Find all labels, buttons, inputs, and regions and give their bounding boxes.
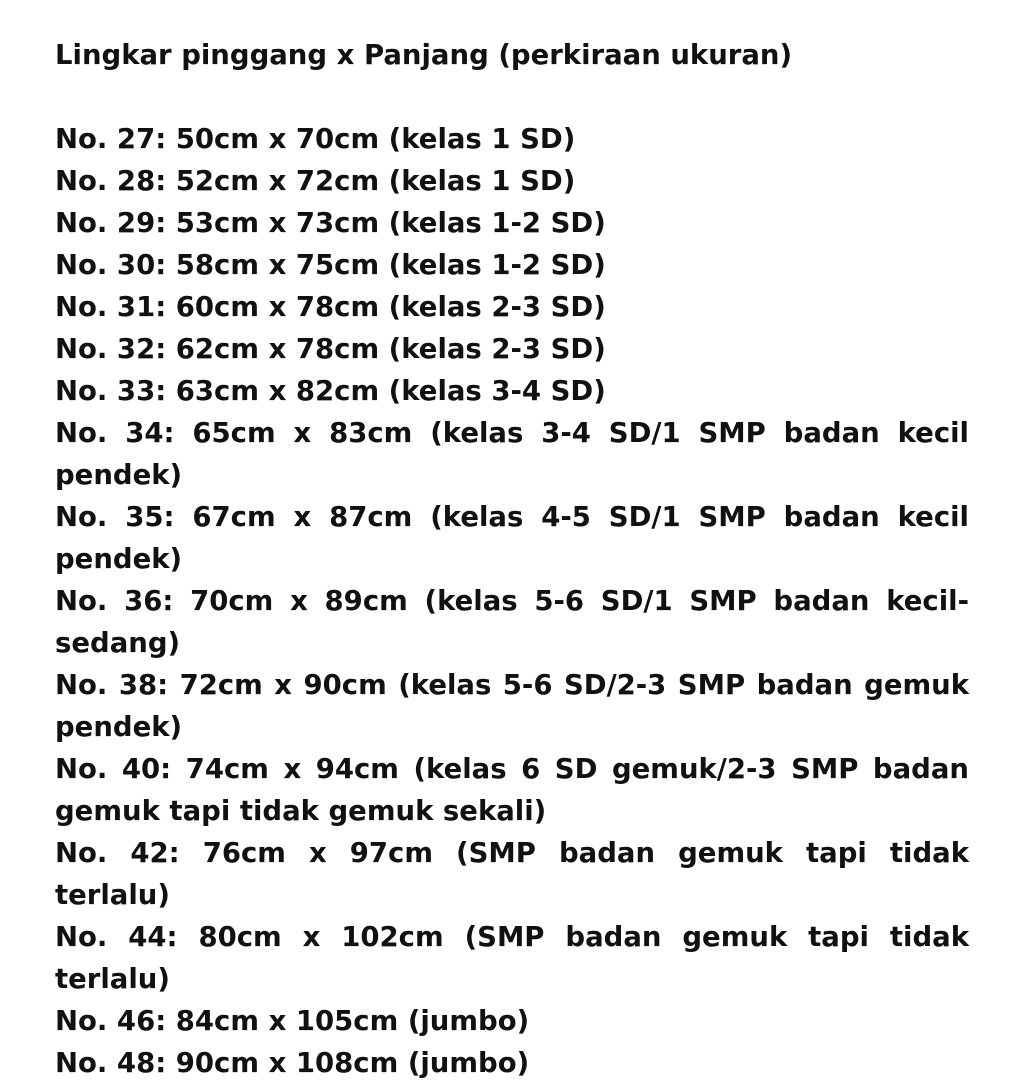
size-line-28: No. 28: 52cm x 72cm (kelas 1 SD) xyxy=(55,165,576,197)
size-line-38: No. 38: 72cm x 90cm (kelas 5-6 SD/2-3 SMP badan gemuk pendek) xyxy=(55,669,969,743)
size-line-48: No. 48: 90cm x 108cm (jumbo) xyxy=(55,1047,530,1079)
size-line-44: No. 44: 80cm x 102cm (SMP badan gemuk tapi tidak terlalu) xyxy=(55,921,969,995)
size-line-32: No. 32: 62cm x 78cm (kelas 2-3 SD) xyxy=(55,333,606,365)
size-list xyxy=(55,118,969,1084)
size-line-33: No. 33: 63cm x 82cm (kelas 3-4 SD) xyxy=(55,375,606,407)
size-line-46: No. 46: 84cm x 105cm (jumbo) xyxy=(55,1005,530,1037)
size-line-31: No. 31: 60cm x 78cm (kelas 2-3 SD) xyxy=(55,291,606,323)
size-line-40: No. 40: 74cm x 94cm (kelas 6 SD gemuk/2-3 SMP badan gemuk tapi tidak gemuk sekali) xyxy=(55,753,969,827)
size-line-36: No. 36: 70cm x 89cm (kelas 5-6 SD/1 SMP badan kecil-sedang) xyxy=(55,585,969,659)
size-line-35: No. 35: 67cm x 87cm (kelas 4-5 SD/1 SMP badan kecil pendek) xyxy=(55,501,969,575)
blank-line xyxy=(55,76,969,118)
document-title: Lingkar pinggang x Panjang (perkiraan ukuran) xyxy=(55,39,793,71)
size-line-34: No. 34: 65cm x 83cm (kelas 3-4 SD/1 SMP badan kecil pendek) xyxy=(55,417,969,491)
size-line-42: No. 42: 76cm x 97cm (SMP badan gemuk tapi tidak terlalu) xyxy=(55,837,969,911)
size-line-29: No. 29: 53cm x 73cm (kelas 1-2 SD) xyxy=(55,207,606,239)
size-line-27: No. 27: 50cm x 70cm (kelas 1 SD) xyxy=(55,123,576,155)
size-line-30: No. 30: 58cm x 75cm (kelas 1-2 SD) xyxy=(55,249,606,281)
size-chart-document xyxy=(55,34,969,1084)
